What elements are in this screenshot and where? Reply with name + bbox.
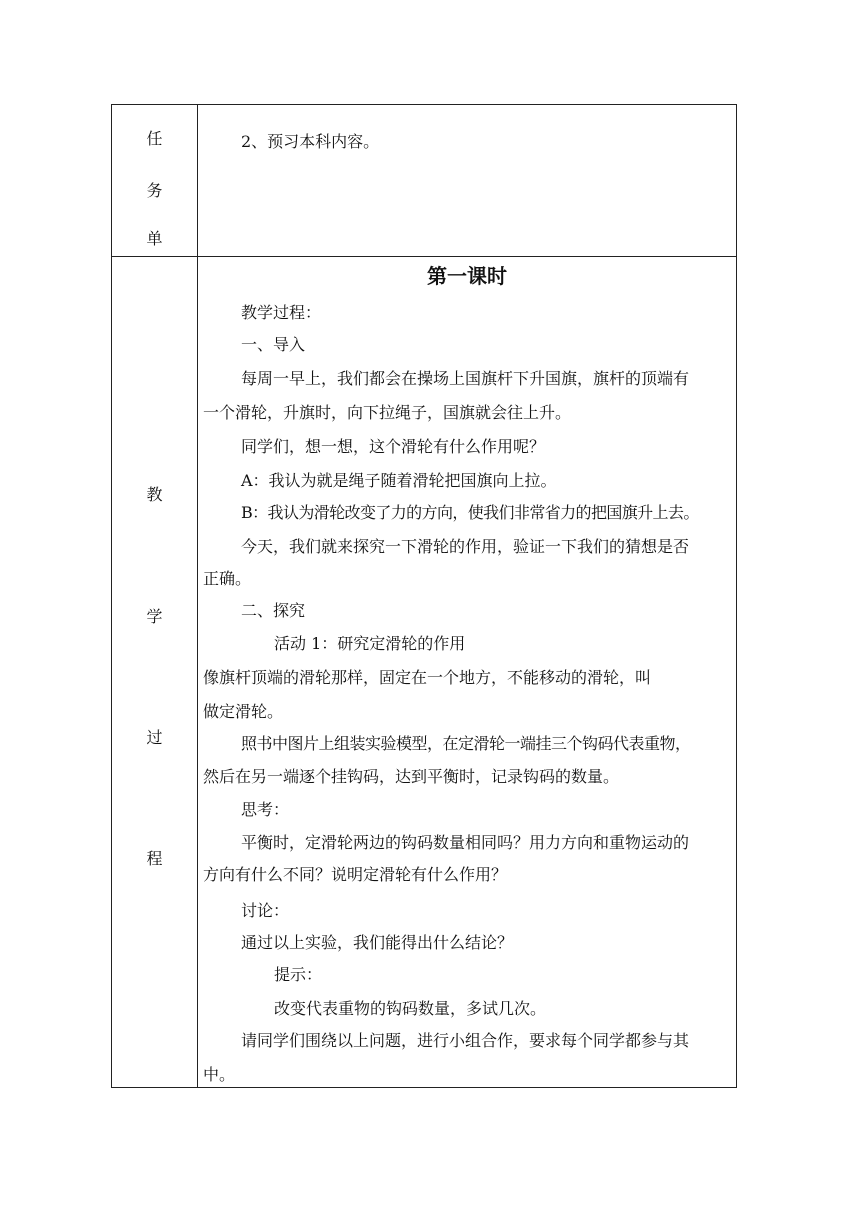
process-label-char-4: 程	[146, 849, 163, 868]
text-line-4: 一个滑轮，升旗时，向下拉绳子，国旗就会往上升。	[203, 403, 572, 422]
text-line-24: 中。	[203, 1065, 236, 1084]
text-line-3: 每周一早上，我们都会在操场上国旗杆下升国旗，旗杆的顶端有	[241, 369, 690, 388]
text-line-9: 正确。	[203, 569, 252, 588]
text-line-12: 像旗杆顶端的滑轮那样，固定在一个地方，不能移动的滑轮，叫	[203, 668, 652, 687]
text-line-5: 同学们，想一想，这个滑轮有什么作用呢？	[241, 437, 546, 456]
process-label-char-2: 学	[146, 607, 163, 626]
row-divider	[112, 256, 736, 257]
task-label-char-3: 单	[146, 229, 163, 248]
task-label-char-1: 任	[146, 129, 163, 148]
text-line-7: B：我认为滑轮改变了力的方向，使我们非常省力的把国旗升上去。	[241, 503, 699, 522]
task-text: 2、预习本科内容。	[241, 132, 380, 151]
text-line-1: 教学过程：	[241, 303, 322, 322]
text-line-23: 请同学们围绕以上问题，进行小组合作，要求每个同学都参与其	[241, 1031, 690, 1050]
column-divider	[197, 105, 198, 1087]
lesson-title: 第一课时	[427, 264, 507, 288]
text-line-13: 做定滑轮。	[203, 702, 284, 721]
text-line-14: 照书中图片上组装实验模型，在定滑轮一端挂三个钩码代表重物，	[241, 734, 691, 753]
text-line-17: 平衡时，定滑轮两边的钩码数量相同吗？用力方向和重物运动的	[241, 833, 690, 852]
text-line-10: 二、探究	[241, 601, 306, 620]
text-line-6: A：我认为就是绳子随着滑轮把国旗向上拉。	[241, 471, 557, 490]
text-line-21: 提示：	[274, 965, 323, 984]
text-line-16: 思考：	[241, 800, 290, 819]
process-label-char-1: 教	[146, 485, 163, 504]
text-line-18: 方向有什么不同？说明定滑轮有什么作用？	[203, 865, 508, 884]
process-label-char-3: 过	[146, 728, 163, 747]
text-line-19: 讨论：	[241, 901, 290, 920]
text-line-15: 然后在另一端逐个挂钩码，达到平衡时，记录钩码的数量。	[203, 767, 620, 786]
text-line-8: 今天，我们就来探究一下滑轮的作用，验证一下我们的猜想是否	[241, 537, 690, 556]
task-label-char-2: 务	[146, 181, 163, 200]
text-line-20: 通过以上实验，我们能得出什么结论？	[241, 933, 514, 952]
text-line-22: 改变代表重物的钩码数量，多试几次。	[274, 999, 547, 1018]
text-line-11: 活动 1：研究定滑轮的作用	[274, 634, 466, 653]
text-line-2: 一、导入	[241, 335, 306, 354]
lesson-plan-table	[111, 104, 737, 1088]
